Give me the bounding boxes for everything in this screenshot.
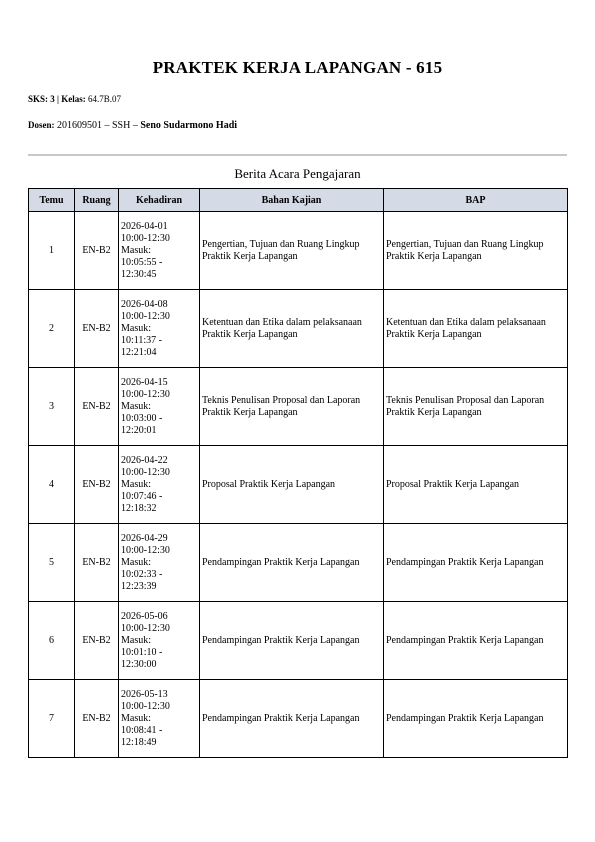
cell-ruang: EN-B2 bbox=[75, 368, 119, 446]
cell-bap: Pendampingan Praktik Kerja Lapangan bbox=[384, 602, 568, 680]
column-header-kehadiran: Kehadiran bbox=[119, 189, 200, 212]
cell-kehadiran: 2026-05-13 10:00-12:30 Masuk: 10:08:41 - 12:18:49 bbox=[119, 680, 200, 758]
lecturer-meta: Dosen: 201609501 – SSH – Seno Sudarmono Hadi bbox=[28, 120, 238, 131]
cell-kehadiran: 2026-04-29 10:00-12:30 Masuk: 10:02:33 - 12:23:39 bbox=[119, 524, 200, 602]
cell-bahan-kajian: Pendampingan Praktik Kerja Lapangan bbox=[200, 524, 384, 602]
dosen-id: 201609501 bbox=[57, 120, 102, 131]
sks-label: SKS: bbox=[28, 94, 49, 104]
cell-ruang: EN-B2 bbox=[75, 602, 119, 680]
cell-bahan-kajian: Proposal Praktik Kerja Lapangan bbox=[200, 446, 384, 524]
cell-ruang: EN-B2 bbox=[75, 680, 119, 758]
table-row bbox=[29, 212, 568, 290]
cell-temu: 2 bbox=[29, 290, 75, 368]
cell-bap: Pendampingan Praktik Kerja Lapangan bbox=[384, 680, 568, 758]
dosen-code: SSH bbox=[112, 120, 131, 131]
cell-bap: Pengertian, Tujuan dan Ruang Lingkup Praktik Kerja Lapangan bbox=[384, 212, 568, 290]
cell-ruang: EN-B2 bbox=[75, 212, 119, 290]
table-row bbox=[29, 290, 568, 368]
cell-bahan-kajian: Pendampingan Praktik Kerja Lapangan bbox=[200, 602, 384, 680]
cell-bap: Teknis Penulisan Proposal dan Laporan Praktik Kerja Lapangan bbox=[384, 368, 568, 446]
cell-bahan-kajian: Pendampingan Praktik Kerja Lapangan bbox=[200, 680, 384, 758]
page-title: PRAKTEK KERJA LAPANGAN - 615 bbox=[152, 58, 443, 77]
cell-kehadiran: 2026-04-01 10:00-12:30 Masuk: 10:05:55 - 12:30:45 bbox=[119, 212, 200, 290]
table-row bbox=[29, 446, 568, 524]
table-row bbox=[29, 680, 568, 758]
cell-temu: 3 bbox=[29, 368, 75, 446]
table-row bbox=[29, 368, 568, 446]
cell-kehadiran: 2026-05-06 10:00-12:30 Masuk: 10:01:10 - 12:30:00 bbox=[119, 602, 200, 680]
meta-separator: | bbox=[54, 94, 62, 104]
cell-bap: Proposal Praktik Kerja Lapangan bbox=[384, 446, 568, 524]
cell-bap: Pendampingan Praktik Kerja Lapangan bbox=[384, 524, 568, 602]
cell-kehadiran: 2026-04-08 10:00-12:30 Masuk: 10:11:37 - 12:21:04 bbox=[119, 290, 200, 368]
section-title: Berita Acara Pengajaran bbox=[234, 166, 361, 181]
column-header-ruang: Ruang bbox=[75, 189, 119, 212]
teaching-record-table bbox=[28, 188, 568, 758]
table-header-row bbox=[29, 189, 568, 212]
cell-kehadiran: 2026-04-15 10:00-12:30 Masuk: 10:03:00 - 12:20:01 bbox=[119, 368, 200, 446]
column-header-bahan-kajian: Bahan Kajian bbox=[200, 189, 384, 212]
course-meta bbox=[28, 94, 121, 104]
kelas-label: Kelas: bbox=[61, 94, 86, 104]
cell-temu: 5 bbox=[29, 524, 75, 602]
dosen-label: Dosen: bbox=[28, 120, 55, 130]
cell-bahan-kajian: Teknis Penulisan Proposal dan Laporan Praktik Kerja Lapangan bbox=[200, 368, 384, 446]
dosen-name: Seno Sudarmono Hadi bbox=[140, 120, 238, 131]
cell-temu: 4 bbox=[29, 446, 75, 524]
cell-ruang: EN-B2 bbox=[75, 290, 119, 368]
kelas-value: 64.7B.07 bbox=[88, 94, 122, 104]
cell-kehadiran: 2026-04-22 10:00-12:30 Masuk: 10:07:46 - 12:18:32 bbox=[119, 446, 200, 524]
cell-ruang: EN-B2 bbox=[75, 446, 119, 524]
cell-temu: 1 bbox=[29, 212, 75, 290]
cell-bap: Ketentuan dan Etika dalam pelaksanaan Praktik Kerja Lapangan bbox=[384, 290, 568, 368]
column-header-temu: Temu bbox=[29, 189, 75, 212]
cell-bahan-kajian: Ketentuan dan Etika dalam pelaksanaan Praktik Kerja Lapangan bbox=[200, 290, 384, 368]
table-row bbox=[29, 602, 568, 680]
sks-value: 3 bbox=[50, 94, 55, 104]
column-header-bap: BAP bbox=[384, 189, 568, 212]
table-row bbox=[29, 524, 568, 602]
cell-ruang: EN-B2 bbox=[75, 524, 119, 602]
cell-bahan-kajian: Pengertian, Tujuan dan Ruang Lingkup Praktik Kerja Lapangan bbox=[200, 212, 384, 290]
divider bbox=[28, 154, 567, 156]
cell-temu: 7 bbox=[29, 680, 75, 758]
cell-temu: 6 bbox=[29, 602, 75, 680]
